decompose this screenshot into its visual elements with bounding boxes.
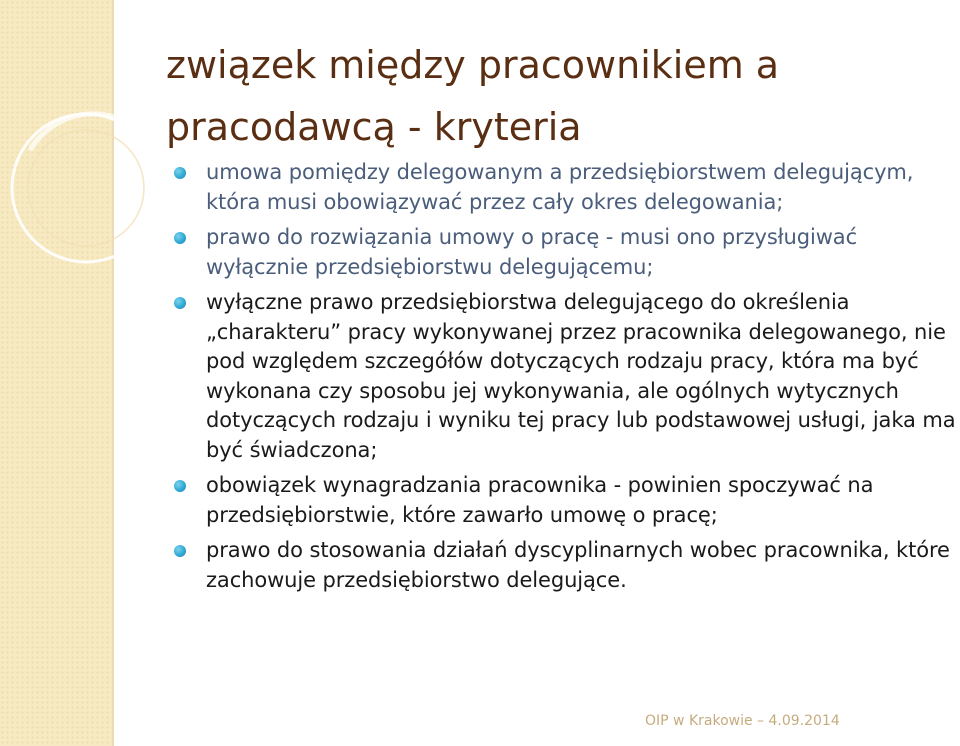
slide-footer: OIP w Krakowie – 4.09.2014: [645, 713, 840, 729]
bullet-text: prawo do stosowania działań dyscyplinarnych wobec pracownika, które zachowuje przedsiębiorstwo delegujące.: [206, 538, 950, 592]
decorative-side-band: [0, 0, 112, 746]
bullet-text: prawo do rozwiązania umowy o pracę - musi ono przysługiwać wyłącznie przedsiębiorstwu delegującemu;: [206, 225, 858, 279]
bullet-text: obowiązek wynagradzania pracownika - powinien spoczywać na przedsiębiorstwie, które zawarło umowę o pracę;: [206, 473, 874, 527]
bullet-item: [206, 158, 960, 217]
round-bullet-icon: [174, 232, 186, 244]
bullet-item: [206, 223, 960, 282]
side-divider: [112, 0, 114, 746]
bullet-item: [206, 288, 960, 465]
slide-title: związek między pracownikiem a pracodawcą - kryteria: [166, 43, 780, 149]
bullet-item: [206, 471, 960, 530]
bullet-text: umowa pomiędzy delegowanym a przedsiębiorstwem delegującym, która musi obowiązywać przez cały okres delegowania;: [206, 160, 914, 214]
bullet-list: [206, 158, 960, 601]
round-bullet-icon: [174, 545, 186, 557]
round-bullet-icon: [174, 297, 186, 309]
bullet-text: wyłączne prawo przedsiębiorstwa delegującego do określenia „charakteru” pracy wykonywanej przez pracownika delegowanego, nie pod względem szczegółów dotyczących rodzaju pracy, która ma być wykonana czy sposobu jej wykonywania, ale ogólnych wytycznych dotyczących rodzaju i wyniku tej pracy lub podstawowej usługi, jaka ma być świadczona;: [206, 290, 956, 462]
round-bullet-icon: [174, 480, 186, 492]
bullet-item: [206, 536, 960, 595]
round-bullet-icon: [174, 167, 186, 179]
